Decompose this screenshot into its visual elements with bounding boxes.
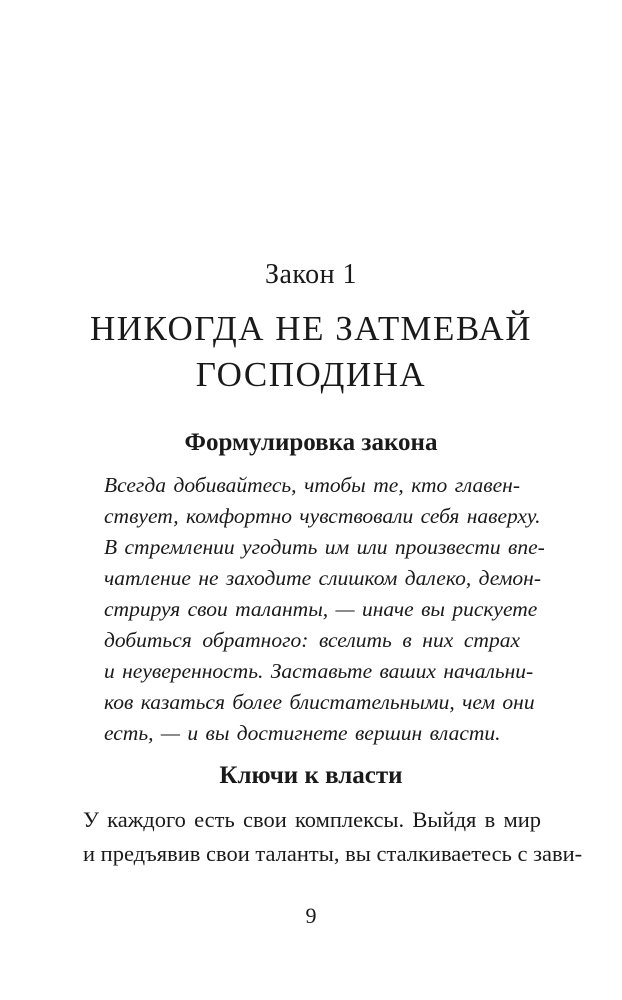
formulation-line: В стремлении угодить им или произвести впе- <box>104 535 545 559</box>
law-title <box>0 306 622 398</box>
formulation-line: стрируя свои таланты, — иначе вы рискуете <box>104 597 538 621</box>
page-number: 9 <box>305 903 317 928</box>
formulation-line: есть, — и вы достигнете вершин власти. <box>104 721 501 745</box>
formulation-heading: Формулировка закона <box>184 429 438 456</box>
formulation-text <box>104 470 545 749</box>
keys-heading: Ключи к власти <box>219 762 403 789</box>
keys-line: и предъявив свои таланты, вы сталкиваетесь с зави- <box>83 841 583 866</box>
formulation-line: Всегда добивайтесь, чтобы те, кто главен- <box>104 473 520 497</box>
keys-text <box>83 803 583 871</box>
formulation-line: чатление не заходите слишком далеко, демон- <box>104 566 542 590</box>
law-number: Закон 1 <box>264 259 358 290</box>
law-title-line-1: НИКОГДА НЕ ЗАТМЕВАЙ <box>89 309 533 348</box>
formulation-line: ствует, комфортно чувствовали себя наверху. <box>104 504 541 528</box>
keys-line: У каждого есть свои комплексы. Выйдя в мир <box>83 807 541 832</box>
formulation-line: ков казаться более блистательными, чем они <box>104 690 535 714</box>
law-title-line-2: ГОСПОДИНА <box>195 355 427 394</box>
formulation-line: добиться обратного: вселить в них страх <box>104 628 520 652</box>
formulation-line: и неуверенность. Заставьте ваших начальни- <box>104 659 534 683</box>
